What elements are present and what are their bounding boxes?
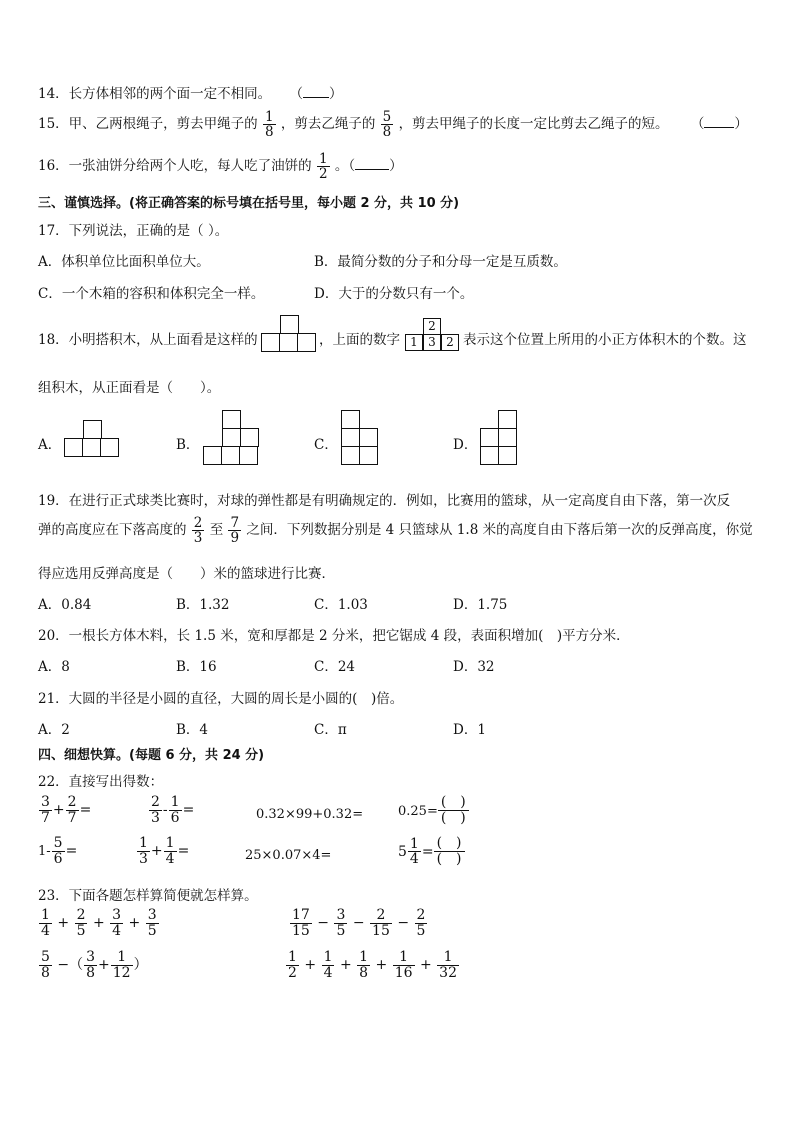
fraction: $\frac{5}{8}$ [382,109,392,141]
q18-option-c[interactable]: C． [314,437,338,453]
simplify-2: $\frac{17}{15}$ − $\frac{3}{5}$ − $\frac{2}{15}$ − $\frac{2}{5}$ [292,907,426,939]
answer-blank[interactable] [704,115,734,128]
q19-option-a[interactable]: A．0.84 [38,597,92,613]
q18-text-b: ，上面的数字 [319,332,400,348]
answer-blank[interactable] [355,157,389,170]
fraction: $\frac{7}{9}$ [230,515,240,547]
number-grid-figure: 2 1 3 2 [404,318,462,356]
q17-option-d[interactable]: D．大于的分数只有一个。 [314,286,474,302]
q18-text-a: 18．小明搭积木，从上面看是这样的 [38,332,258,348]
q19-option-c[interactable]: C．1.03 [314,597,368,613]
q17-option-b[interactable]: B．最简分数的分子和分母一定是互质数。 [314,254,567,270]
q18-line2: 组积木，从正面看是（ ）。 [38,380,221,396]
q21-option-a[interactable]: A．2 [38,722,70,738]
q21-option-d[interactable]: D．1 [453,722,486,738]
q20-option-d[interactable]: D．32 [453,659,495,675]
fraction: $\frac{1}{2}$ [318,151,328,183]
calc-6: $\frac{1}{3}$ + $\frac{1}{4}$ = [139,835,190,867]
simplify-4: $\frac{1}{2}$ + $\frac{1}{4}$ + $\frac{1}{8}$ + $\frac{1}{16}$ + $\frac{1}{32}$ [288,949,457,981]
section-3-heading: 三、谨慎选择。(将正确答案的标号填在括号里，每小题 2 分，共 10 分) [38,196,460,211]
calc-8: 5 $\frac{1}{4}$ = $\frac{( )}{( )}$ [398,836,465,868]
calc-5: 1- $\frac{5}{6}$ = [38,835,78,867]
q19-option-d[interactable]: D．1.75 [453,597,508,613]
question-20-stem: 20．一根长方体木料，长 1.5 米，宽和厚都是 2 分米，把它锯成 4 段，表面积增加( )平方分米． [38,628,630,644]
question-17-stem: 17．下列说法，正确的是（ ）。 [38,223,229,239]
q20-option-b[interactable]: B．16 [176,659,217,675]
top-view-figure [261,315,321,355]
calc-1: $\frac{3}{7}$ + $\frac{2}{7}$ = [41,794,92,826]
q18-text-c: 表示这个位置上所用的小正方体积木的个数。这 [463,332,747,348]
simplify-1: $\frac{1}{4}$ + $\frac{2}{5}$ + $\frac{3}{4}$ + $\frac{3}{5}$ [41,907,157,939]
q21-option-b[interactable]: B．4 [176,722,209,738]
question-14: 14．长方体相邻的两个面一定不相同。 （ ） [38,86,343,102]
q20-option-a[interactable]: A．8 [38,659,70,675]
q20-option-c[interactable]: C．24 [314,659,356,675]
calc-2: $\frac{2}{3}$ - $\frac{1}{6}$ = [151,794,195,826]
question-23-stem: 23．下面各题怎样算简便就怎样算。 [38,888,258,904]
calc-3: 0.32×99+0.32= [256,807,364,822]
answer-blank[interactable] [303,85,329,98]
simplify-3: $\frac{5}{8}$ −（ $\frac{3}{8}$ + $\frac{1}{12}$ ） [41,949,148,981]
option-b-figure [203,410,263,470]
fraction: $\frac{2}{3}$ [193,515,203,547]
q19-line1: 19．在进行正式球类比赛时，对球的弹性都是有明确规定的．例如，比赛用的篮球，从一定高度自由下落，第一次反 [38,493,731,509]
question-16: 16．一张油饼分给两个人吃，每人吃了油饼的 $\frac{1}{2}$ 。（ ） [38,151,403,183]
calc-7: 25×0.07×4= [245,848,332,863]
q19-option-b[interactable]: B．1.32 [176,597,230,613]
section-4-heading: 四、细想快算。(每题 6 分，共 24 分) [38,748,265,763]
option-c-figure [341,410,383,470]
q17-option-a[interactable]: A．体积单位比面积单位大。 [38,254,210,270]
question-22-stem: 22．直接写出得数： [38,774,164,790]
q17-option-c[interactable]: C．一个木箱的容积和体积完全一样。 [38,286,265,302]
q14-text: 14．长方体相邻的两个面一定不相同。 [38,86,272,102]
q21-option-c[interactable]: C．π [314,722,347,738]
calc-4: 0.25= $\frac{( )}{( )}$ [398,795,469,827]
option-a-figure [64,420,124,460]
option-d-figure [480,410,522,470]
q18-option-d[interactable]: D． [453,437,478,453]
q19-line2: 弹的高度应在下落高度的 $\frac{2}{3}$ 至 $\frac{7}{9}$ 之间．下列数据分别是 4 只篮球从 1.8 米的高度自由下落后第一次的反弹高度，你觉 [38,515,753,547]
question-15: 15．甲、乙两根绳子，剪去甲绳子的 $\frac{1}{8}$ ，剪去乙绳子的 $\frac{5}{8}$ ，剪去甲绳子的长度一定比剪去乙绳子的短。 （ ） [38,109,748,141]
fraction: $\frac{1}{8}$ [264,109,274,141]
q18-option-a[interactable]: A． [38,437,62,453]
q18-option-b[interactable]: B． [176,437,200,453]
q19-line3: 得应选用反弹高度是（ ）米的篮球进行比赛． [38,566,335,582]
question-21-stem: 21．大圆的半径是小圆的直径，大圆的周长是小圆的( )倍。 [38,691,404,707]
